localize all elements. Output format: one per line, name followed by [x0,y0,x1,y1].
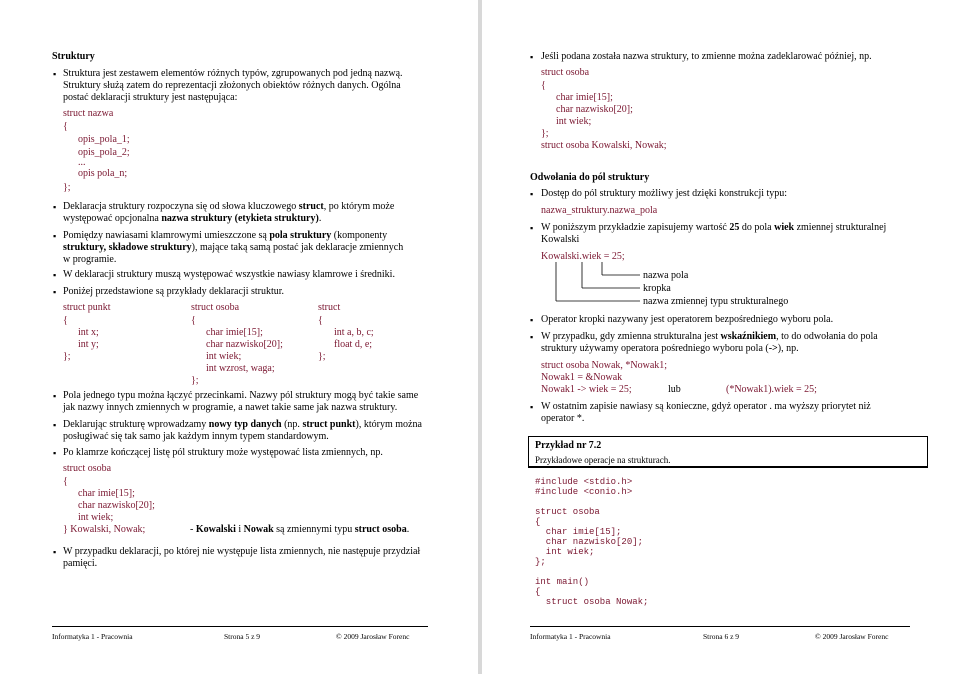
example-code-rule [528,466,928,467]
bullet-icon: ▪ [53,448,57,458]
code-line: { [535,587,541,597]
paragraph-line: pamięci. [63,558,98,569]
paragraph-line: posługiwać się tak samo jak każdym innym typem standardowym. [63,431,329,442]
bullet-icon: ▪ [530,189,534,199]
code-line: { [191,315,196,326]
footer-rule [530,626,910,627]
paragraph-line: występować opcjonalna nazwa struktury (etykieta struktury). [63,213,322,224]
bullet-icon: ▪ [530,315,534,325]
code-line: { [63,315,68,326]
code-line: opis_pola_2; [78,147,130,158]
or-label: lub [668,384,681,395]
code-line: }; [63,351,71,362]
paragraph-line: struktury, składowe struktury), mające taką samą postać jak deklaracje zmiennych [63,242,404,253]
code-line: ... [78,157,86,168]
code-line: struct osoba [541,67,590,78]
code-line: { [535,517,541,527]
bullet-icon: ▪ [53,420,57,430]
paragraph-line: Dostęp do pól struktury możliwy jest dzięki konstrukcji typu: [541,188,788,199]
annotation-label: kropka [643,283,671,294]
bullet-icon: ▪ [53,287,57,297]
code-line: }; [535,557,546,567]
bullet-icon: ▪ [53,547,57,557]
code-line: Kowalski.wiek = 25; [541,251,625,262]
code-line: (*Nowak1).wiek = 25; [726,384,817,395]
code-line: struct punkt [63,302,111,313]
paragraph-line: Pomiędzy nawiasami klamrowymi umieszczone są pola struktury (komponenty [63,230,388,241]
footer-page: Strona 5 z 9 [224,632,261,641]
code-line: }; [318,351,326,362]
code-note: - Kowalski i Nowak są zmiennymi typu struct osoba. [190,524,410,535]
code-line: } Kowalski, Nowak; [63,524,146,535]
code-line: char nazwisko[20]; [556,104,633,115]
code-line: char nazwisko[20]; [206,339,283,350]
paragraph-line: postać deklaracji struktury jest następująca: [63,92,238,103]
code-line: struct osoba Nowak; [535,597,649,607]
paragraph-line: Struktury służą zatem do reprezentacji złożonych obiektów różnych danych. Ogólna [63,80,401,91]
example-title: Przykład nr 7.2 [535,440,602,451]
bullet-icon: ▪ [53,391,57,401]
paragraph-line: Pola jednego typu można łączyć przecinkami. Nazwy pól struktury mogą być takie same [63,390,419,401]
footer-copyright: © 2009 Jarosław Forenc [336,632,410,641]
footer-left: Informatyka 1 - Pracownia [52,632,133,641]
code-line: struct osoba Kowalski, Nowak; [541,140,667,151]
bullet-icon: ▪ [530,402,534,412]
paragraph-line: Deklaracja struktury rozpoczyna się od słowa kluczowego struct, po którym może [63,201,395,212]
paragraph-line: W przypadku, gdy zmienna strukturalna jest wskaźnikiem, to do odwołania do pola [541,331,878,342]
code-line: #include <stdio.h> [535,477,633,487]
code-line: char imie[15]; [206,327,263,338]
bullet-icon: ▪ [53,202,57,212]
code-line: #include <conio.h> [535,487,633,497]
paragraph-line: operator *. [541,413,585,424]
code-line: int a, b, c; [334,327,374,338]
code-line: float d, e; [334,339,373,350]
bullet-icon: ▪ [53,231,57,241]
paragraph-line: Jeśli podana została nazwa struktury, to zmienne można zadeklarować później, np. [541,51,872,62]
code-line: int main() [535,577,590,587]
code-line: int wiek; [78,512,114,523]
paragraph-line: struktury używamy operatora pośredniego wyboru pola (->), np. [541,343,799,354]
paragraph-line: W ostatnim zapisie nawiasy są konieczne, gdyż operator . ma wyższy priorytet niż [541,401,871,412]
code-line: nazwa_struktury.nazwa_pola [541,205,658,216]
code-line: struct osoba Nowak, *Nowak1; [541,360,668,371]
bullet-icon: ▪ [530,52,534,62]
paragraph-line: Poniżej przedstawione są przykłady deklaracji struktur. [63,286,285,297]
code-line: struct osoba [63,463,112,474]
code-line: char imie[15]; [535,527,622,537]
code-line: { [63,121,68,132]
code-line: int wiek; [535,547,595,557]
code-line: struct osoba [535,507,600,517]
code-line: char nazwisko[20]; [535,537,644,547]
code-line: int y; [78,339,99,350]
paragraph-line: Operator kropki nazywany jest operatorem bezpośredniego wyboru pola. [541,314,834,325]
footer-page: Strona 6 z 9 [703,632,740,641]
bullet-icon: ▪ [530,223,534,233]
section-heading: Odwołania do pól struktury [530,172,650,183]
code-line: opis pola_n; [78,168,128,179]
code-line: struct nazwa [63,108,114,119]
code-line: int wiek; [206,351,242,362]
code-line: { [541,80,546,91]
bullet-icon: ▪ [53,69,57,79]
code-line: int wiek; [556,116,592,127]
footer-left: Informatyka 1 - Pracownia [530,632,611,641]
code-line: struct [318,302,341,313]
paragraph-line: Kowalski [541,234,580,245]
paragraph-line: Struktura jest zestawem elementów różnych typów, zgrupowanych pod jedną nazwą. [63,68,403,79]
code-line: Nowak1 = &Nowak [541,372,623,383]
paragraph-line: W przypadku deklaracji, po której nie występuje lista zmiennych, nie następuje przydział [63,546,421,557]
code-line: { [318,315,323,326]
example-subtitle: Przykładowe operacje na strukturach. [535,455,671,465]
code-line: }; [191,375,199,386]
code-line: }; [541,128,549,139]
paragraph-line: w programie. [63,254,117,265]
code-line: int wzrost, waga; [206,363,275,374]
code-line: struct osoba [191,302,240,313]
code-line: { [63,476,68,487]
annotation-label: nazwa zmiennej typu strukturalnego [643,296,789,307]
code-line: int x; [78,327,99,338]
code-line: Nowak1 -> wiek = 25; [541,384,632,395]
code-line: char imie[15]; [556,92,613,103]
code-line: opis_pola_1; [78,134,130,145]
paragraph-line: jak nazwy innych zmiennych w programie, a nawet takie same jak nazwa struktury. [63,402,398,413]
annotation-label: nazwa pola [643,270,689,281]
annotation-arrows [548,261,648,305]
paragraph-line: Deklarując strukturę wprowadzamy nowy typ danych (np. struct punkt), którym można [63,419,422,430]
page-title: Struktury [52,51,95,62]
bullet-icon: ▪ [530,332,534,342]
paragraph-line: W poniższym przykładzie zapisujemy wartość 25 do pola wiek zmiennej strukturalnej [541,222,887,233]
code-line: }; [63,182,71,193]
code-line: char nazwisko[20]; [78,500,155,511]
code-line: char imie[15]; [78,488,135,499]
bullet-icon: ▪ [53,270,57,280]
paragraph-line: Po klamrze kończącej listę pól struktury może występować lista zmiennych, np. [63,447,383,458]
footer-copyright: © 2009 Jarosław Forenc [815,632,889,641]
paragraph-line: W deklaracji struktury muszą występować wszystkie nawiasy klamrowe i średniki. [63,269,395,280]
